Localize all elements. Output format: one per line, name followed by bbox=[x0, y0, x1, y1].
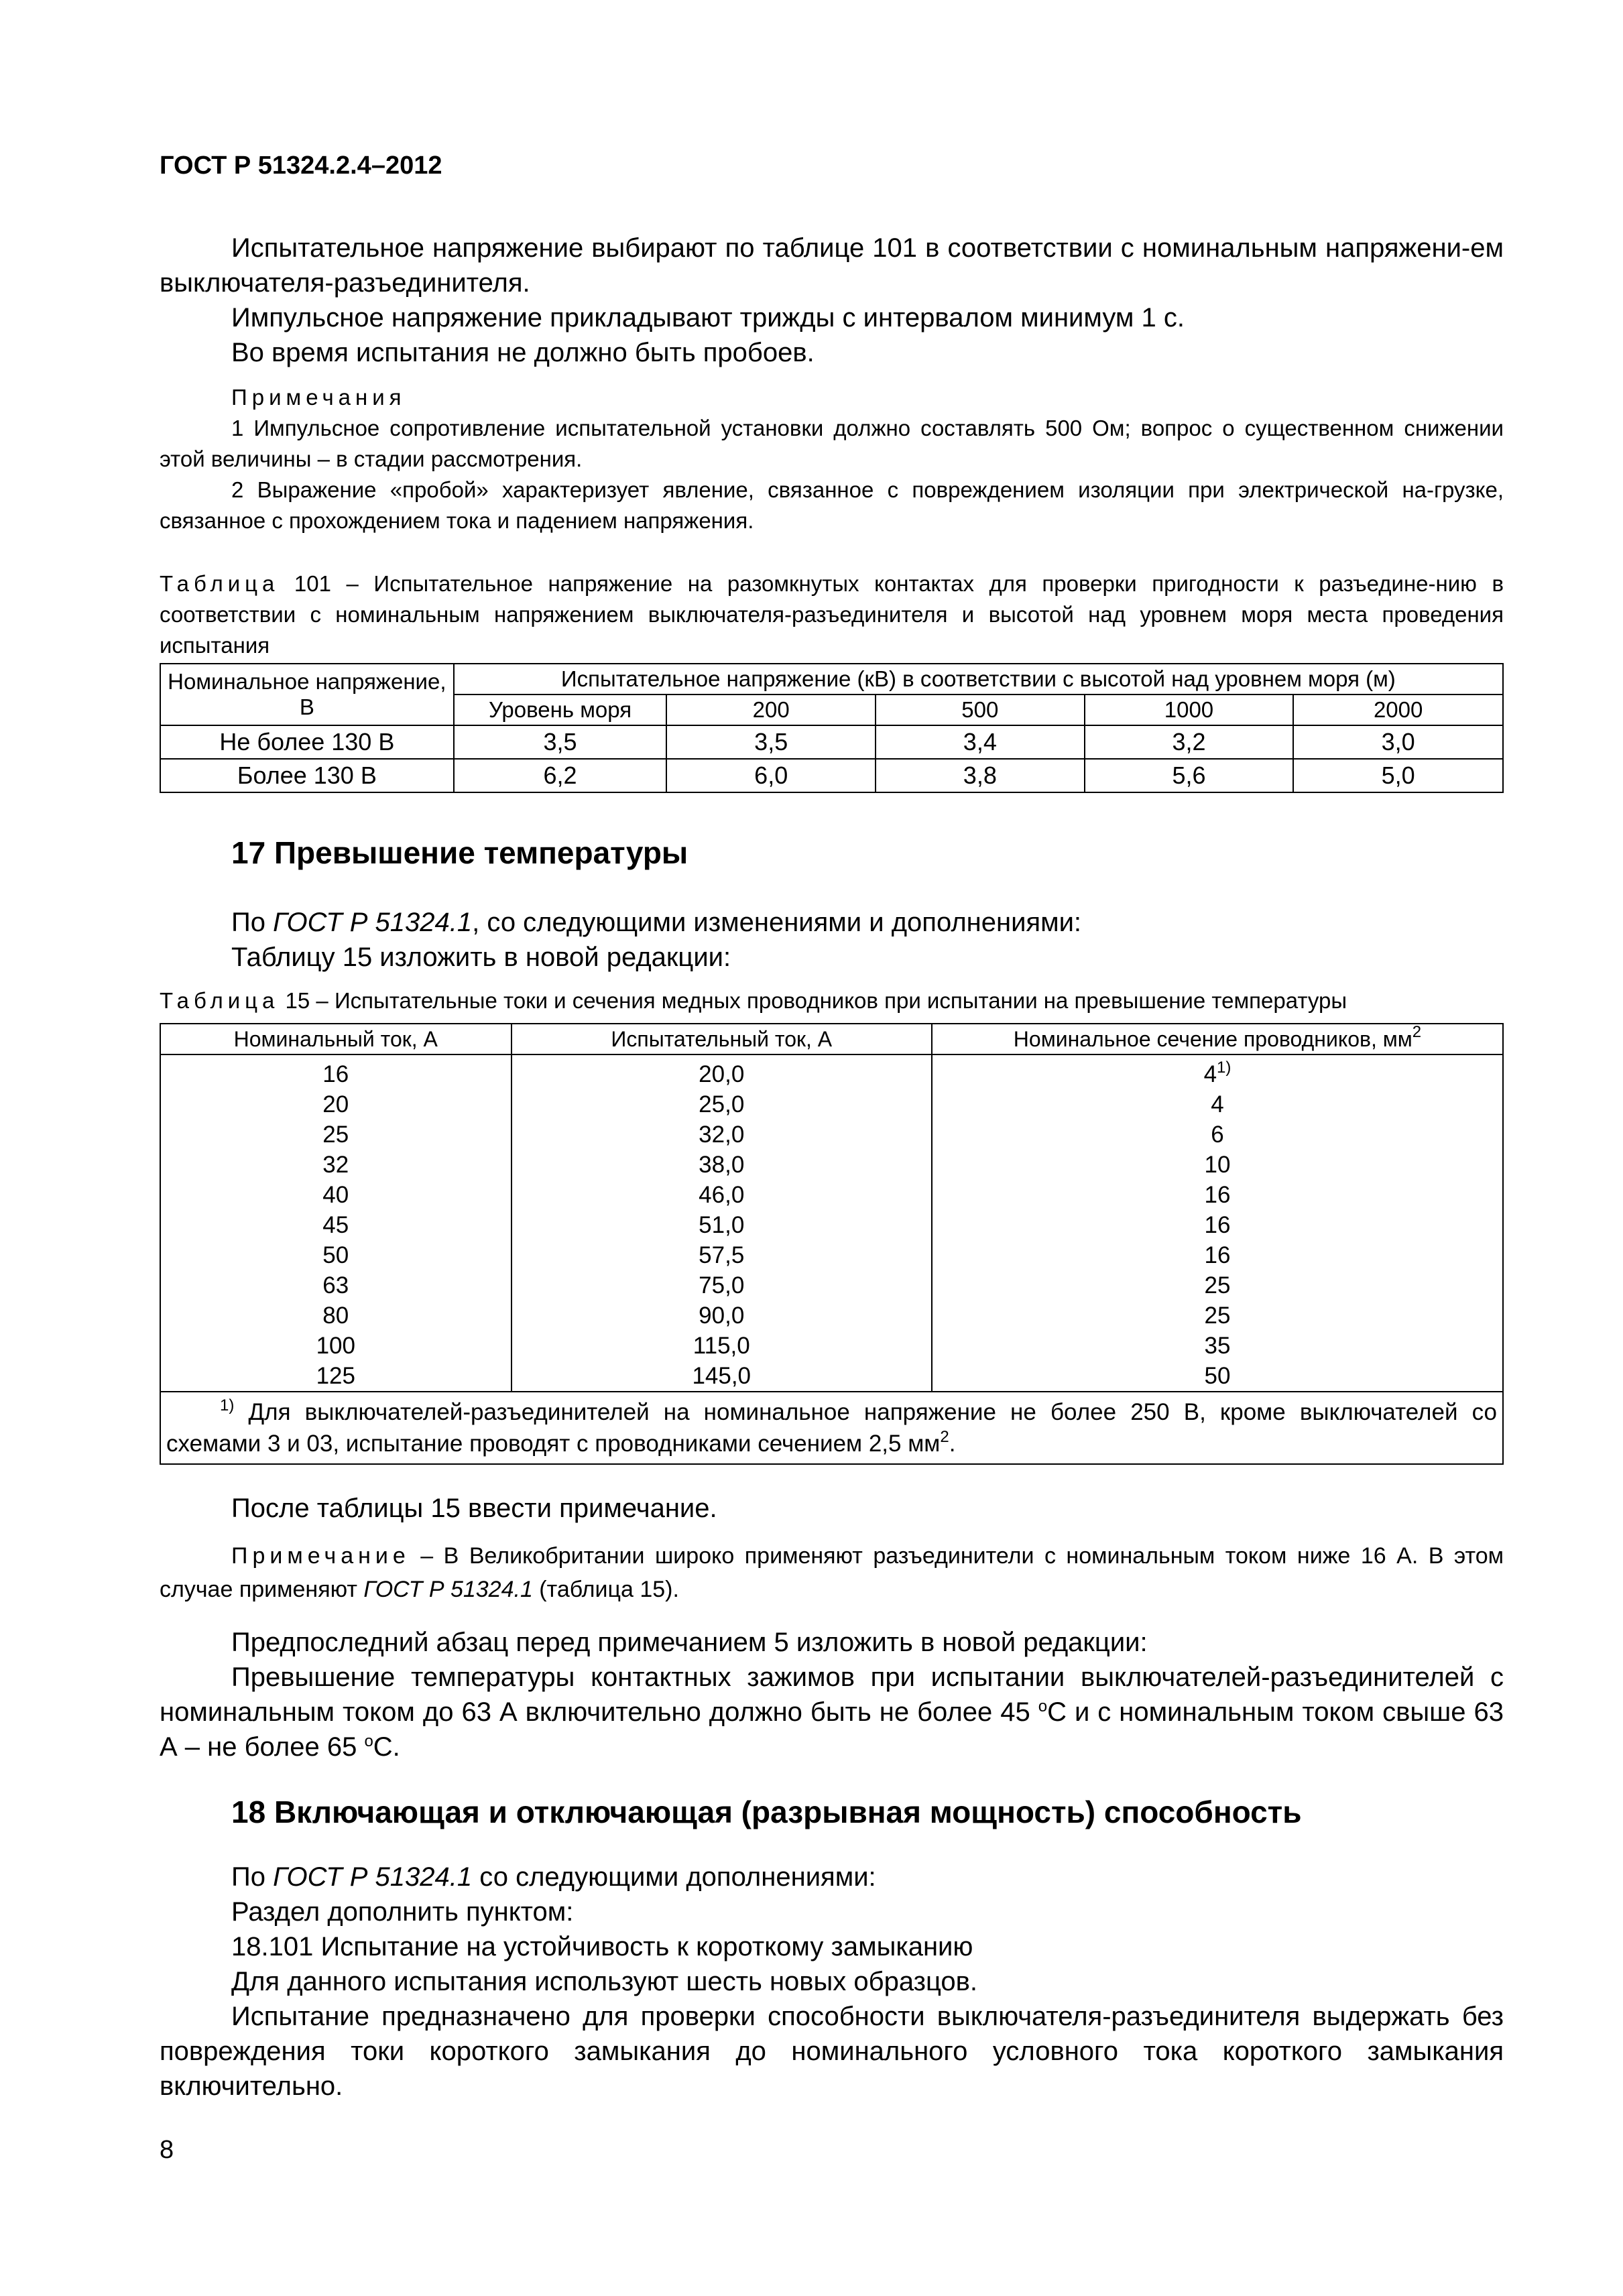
table101-subheader: 200 bbox=[666, 694, 876, 725]
list-item: 100 bbox=[316, 1333, 355, 1359]
table101-cell: 3,4 bbox=[876, 725, 1085, 759]
after15-paragraph-3: Превышение температуры контактных зажимов при испытании выключателей-разъединителей с номинальным током до 63 А включительно должно быть не более 45 $^о$С и с номинальным током свыше 63 А – не более 65 $^о$С. bbox=[160, 1663, 1504, 1762]
table101-cell: 6,0 bbox=[666, 759, 876, 792]
after15-note-label: Примечание bbox=[231, 1543, 410, 1569]
list-item: 40 bbox=[322, 1182, 349, 1208]
table15-col-test-current bbox=[512, 1054, 932, 1392]
list-item: 115,0 bbox=[693, 1333, 750, 1359]
list-item: 145,0 bbox=[692, 1363, 752, 1389]
section-18-body: По ГОСТ Р 51324.1 со следующими дополнениями: Раздел дополнить пунктом: 18.101 Испытание на устойчивость к короткому замыканию Для данного испытания используют шесть новых образцов. Испытание предназначено для проверки способности выключателя-разъединителя выдержать без повреждения токи короткого замыкания до номинального условного тока короткого замыкания включительно. bbox=[160, 1860, 1504, 2104]
table15-col-current bbox=[160, 1054, 512, 1392]
list-item: 16 bbox=[1204, 1182, 1231, 1208]
list-item: 50 bbox=[322, 1242, 349, 1268]
list-item: 45 bbox=[322, 1212, 349, 1238]
list-item: 25 bbox=[322, 1122, 349, 1148]
table15-caption bbox=[160, 985, 1534, 1016]
section-17-title: 17 Превышение температуры bbox=[231, 835, 688, 870]
list-item: 46,0 bbox=[699, 1182, 745, 1208]
after15-paragraph-2: Предпоследний абзац перед примечанием 5 изложить в новой редакции: bbox=[231, 1628, 1148, 1657]
list-item: 125 bbox=[316, 1363, 355, 1389]
note-1: 1 Импульсное сопротивление испытательной установки должно составлять 500 Ом; вопрос о существенном снижении этой величины – в стадии рассмотрения. bbox=[160, 416, 1504, 471]
section-18-title: 18 Включающая и отключающая (разрывная мощность) способность bbox=[231, 1795, 1302, 1829]
intro-block bbox=[160, 231, 1504, 370]
list-item: 63 bbox=[322, 1272, 349, 1298]
s17-standard-ref[interactable]: ГОСТ Р 51324.1 bbox=[273, 908, 473, 937]
list-item: 10 bbox=[1204, 1152, 1231, 1178]
list-item: 16 bbox=[322, 1061, 349, 1087]
table15-header-current: Номинальный ток, А bbox=[160, 1024, 512, 1054]
table-row bbox=[160, 725, 1503, 759]
list-item: 20,0 bbox=[699, 1061, 745, 1087]
table-row bbox=[160, 759, 1503, 792]
table101-cell: 5,6 bbox=[1085, 759, 1294, 792]
table101-subheader: 500 bbox=[876, 694, 1085, 725]
notes-block bbox=[160, 382, 1504, 536]
table15-header-section: Номинальное сечение проводников, $мм^2$ bbox=[932, 1024, 1503, 1054]
list-item: 4 bbox=[1211, 1091, 1224, 1117]
list-item: 35 bbox=[1204, 1333, 1231, 1359]
table101-cell: 3,2 bbox=[1085, 725, 1294, 759]
list-item: 25 bbox=[1204, 1272, 1231, 1298]
list-item: 25,0 bbox=[699, 1091, 745, 1117]
after15-body bbox=[160, 1625, 1504, 1764]
list-item: 80 bbox=[322, 1303, 349, 1329]
list-item: 32,0 bbox=[699, 1122, 745, 1148]
after-table15-block bbox=[160, 1491, 1504, 1526]
list-item: 16 bbox=[1204, 1242, 1231, 1268]
table101-subheader: Уровень моря bbox=[454, 694, 667, 725]
page-number: 8 bbox=[160, 2136, 174, 2164]
list-item: 75,0 bbox=[699, 1272, 745, 1298]
list-item: 25 bbox=[1204, 1303, 1231, 1329]
table101-caption bbox=[160, 568, 1504, 661]
list-item: 6 bbox=[1211, 1122, 1224, 1148]
section-17-body bbox=[160, 905, 1504, 975]
s18-paragraph-2: Раздел дополнить пунктом: bbox=[231, 1897, 574, 1927]
document-code: ГОСТ Р 51324.2.4–2012 bbox=[160, 152, 442, 180]
table15-caption-text: 15 – Испытательные токи и сечения медных проводников при испытании на превышение температуры bbox=[279, 988, 1347, 1013]
table101-cell: 3,5 bbox=[454, 725, 667, 759]
table101-subheader: 1000 bbox=[1085, 694, 1294, 725]
table101-cell: 3,5 bbox=[666, 725, 876, 759]
after15-paragraph-1: После таблицы 15 ввести примечание. bbox=[231, 1494, 717, 1523]
s17-p1-pre: По bbox=[231, 908, 274, 937]
list-item: 20 bbox=[322, 1091, 349, 1117]
table101-row-label: Более 130 В bbox=[160, 759, 454, 792]
table101-col0-header: Номинальное напряжение, В bbox=[160, 664, 454, 725]
list-item: 90,0 bbox=[699, 1303, 745, 1329]
table101-cell: 3,8 bbox=[876, 759, 1085, 792]
s18-paragraph-4: Для данного испытания используют шесть новых образцов. bbox=[231, 1967, 978, 1996]
s18-standard-ref[interactable]: ГОСТ Р 51324.1 bbox=[273, 1862, 473, 1892]
list-item: 4$^{1)}$ bbox=[1203, 1059, 1231, 1087]
table101-subheader: 2000 bbox=[1293, 694, 1503, 725]
table101-row-label: Не более 130 В bbox=[160, 725, 454, 759]
list-item: 32 bbox=[322, 1152, 349, 1178]
s17-paragraph-2: Таблицу 15 изложить в новой редакции: bbox=[231, 943, 731, 972]
table-15 bbox=[160, 1023, 1504, 1465]
s18-paragraph-5: Испытание предназначено для проверки способности выключателя-разъединителя выдержать без повреждения токи короткого замыкания до номинального условного тока короткого замыкания включительно. bbox=[160, 2002, 1504, 2101]
list-item: 38,0 bbox=[699, 1152, 745, 1178]
after15-note: Примечание – В Великобритании широко применяют разъединители с номинальным током ниже 16 А. В этом случае применяют ГОСТ Р 51324.1 (таблица 15). bbox=[160, 1543, 1504, 1602]
intro-paragraph-3: Во время испытания не должно быть пробоев. bbox=[231, 338, 815, 367]
list-item: 57,5 bbox=[699, 1242, 745, 1268]
intro-paragraph-2: Импульсное напряжение прикладывают трижды с интервалом минимум 1 с. bbox=[231, 303, 1185, 333]
table15-label: Таблица bbox=[160, 988, 280, 1013]
list-item: 51,0 bbox=[699, 1212, 745, 1238]
s17-p1-post: , со следующими изменениями и дополнениями: bbox=[472, 908, 1082, 937]
notes-heading: Примечания bbox=[231, 385, 406, 410]
table101-group-header: Испытательное напряжение (кВ) в соответствии с высотой над уровнем моря (м) bbox=[454, 664, 1503, 694]
table101-cell: 5,0 bbox=[1293, 759, 1503, 792]
table101-label: Таблица bbox=[160, 571, 280, 596]
s18-paragraph-3: 18.101 Испытание на устойчивость к короткому замыканию bbox=[231, 1932, 973, 1961]
list-item: 16 bbox=[1204, 1212, 1231, 1238]
table15-col-section bbox=[932, 1054, 1503, 1392]
table101-caption-text: 101 – Испытательное напряжение на разомкнутых контактах для проверки пригодности к разъедине-нию в соответствии с номинальным напряжением выключателя-разъединителя и высотой над уровнем моря места проведения испытания bbox=[160, 571, 1504, 658]
table15-header-test-current: Испытательный ток, А bbox=[512, 1024, 932, 1054]
note-2: 2 Выражение «пробой» характеризует явление, связанное с повреждением изоляции при электрической на-грузке, связанное с прохождением тока и падением напряжения. bbox=[160, 477, 1504, 533]
after15-standard-ref[interactable]: ГОСТ Р 51324.1 bbox=[363, 1577, 533, 1602]
intro-paragraph-1: Испытательное напряжение выбирают по таблице 101 в соответствии с номинальным напряжени-ем выключателя-разъединителя. bbox=[160, 233, 1504, 298]
table101-cell: 6,2 bbox=[454, 759, 667, 792]
table101-cell: 3,0 bbox=[1293, 725, 1503, 759]
table-101 bbox=[160, 663, 1504, 793]
list-item: 50 bbox=[1204, 1363, 1231, 1389]
table15-footnote: $^{1)}$ Для выключателей-разъединителей на номинальное напряжение не более 250 В, кроме выключателей со схемами 3 и 03, испытание проводят с проводниками сечением 2,5 $мм^2$. bbox=[160, 1392, 1503, 1464]
